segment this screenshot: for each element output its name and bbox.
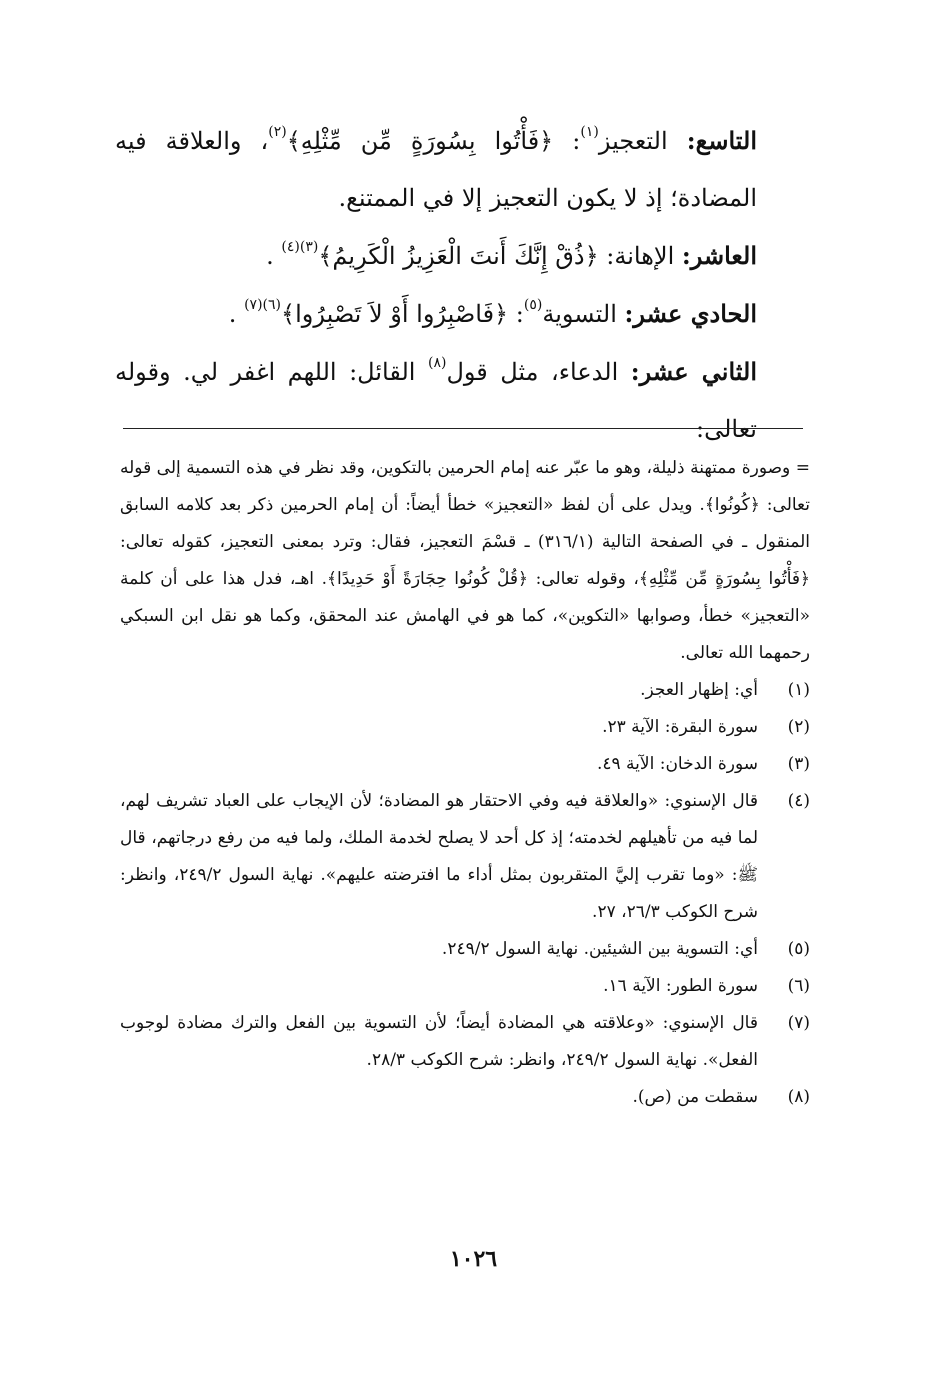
footnote-text: قال الإسنوي: «وعلاقته هي المضادة أيضاً؛ لأن التسوية بين الفعل والترك مضادة لوجوب الفعل». نهاية السول ٢٤٩/٢، وانظر: شرح الكوكب ٢٨/٣. xyxy=(120,1013,758,1070)
heading-twelfth: الثاني عشر: xyxy=(630,357,757,386)
footnote-number: (٤) xyxy=(787,791,810,811)
page-number: ١٠٢٦ xyxy=(449,1246,498,1272)
period: . xyxy=(266,242,274,270)
paragraph-text: القائل: اللهم اغفر لي. وقوله تعالى: xyxy=(115,358,757,443)
footnote-number: (١) xyxy=(787,680,810,700)
footnote-number: (٨) xyxy=(787,1087,810,1107)
footnote-text: سورة الدخان: الآية ٤٩. xyxy=(596,754,758,774)
paragraph-text: ، والعلاقة فيه المضادة؛ إذ لا يكون التعجيز إلا في الممتنع. xyxy=(115,127,757,212)
footnote-item xyxy=(120,931,810,968)
footnote-ref-8[interactable]: (٨) xyxy=(427,355,447,371)
footnote-number: (٥) xyxy=(787,939,810,959)
footnote-text: أي: إظهار العجز. xyxy=(640,680,758,700)
paragraph-twelfth xyxy=(115,343,805,458)
paragraph-ninth xyxy=(115,112,805,227)
quran-verse: ﴿فَاصْبِرُوا أَوْ لاَ تَصْبِرُوا﴾ xyxy=(281,300,509,328)
paragraph-text: الدعاء، مثل قول xyxy=(446,358,619,386)
quran-verse: ﴿ذُقْ إِنَّكَ أَنتَ الْعَزِيزُ الْكَرِيمُ﴾ xyxy=(318,242,599,270)
footnotes xyxy=(120,450,810,1116)
colon: : xyxy=(515,300,524,328)
footnote-item xyxy=(120,709,810,746)
footnote-number: (٣) xyxy=(787,754,810,774)
footnote-item xyxy=(120,672,810,709)
paragraph-tenth xyxy=(115,227,805,285)
footnote-text: أي: التسوية بين الشيئين. نهاية السول ٢٤٩/٢. xyxy=(441,939,758,959)
heading-tenth: العاشر: xyxy=(681,241,757,270)
footnote-ref-1[interactable]: (١) xyxy=(580,124,599,140)
footnote-item xyxy=(120,968,810,1005)
footnote-ref-2[interactable]: (٢) xyxy=(268,124,287,140)
footnote-text: قال الإسنوي: «والعلاقة فيه وفي الاحتقار هو المضادة؛ لأن الإيجاب على العباد تشريف لهم، لما فيه من تأهيلهم لخدمته؛ إذ كل أحد لا يصلح لخدمة الملك، ولما فيه من رفع درجاتهم، قال ﷺ: «وما تقرب إليَّ المتقربون بمثل أداء ما افترضته عليهم». نهاية السول ٢٤٩/٢، وانظر: شرح الكوكب ٢٦/٣، ٢٧. xyxy=(120,791,758,922)
quran-verse: ﴿فَأْتُوا بِسُورَةٍ مِّن مِّثْلِهِ﴾ xyxy=(286,127,554,155)
footnote-text: سورة الطور: الآية ١٦. xyxy=(603,976,758,996)
footnote-ref-6-7[interactable]: (٦)(٧) xyxy=(244,297,282,313)
footnote-number: (٦) xyxy=(787,976,810,996)
period: . xyxy=(228,300,237,328)
footnote-item xyxy=(120,1079,810,1116)
term-ihana: الإهانة: xyxy=(606,242,675,270)
footnote-ref-5[interactable]: (٥) xyxy=(523,297,543,313)
footnote-ref-3-4[interactable]: (٣)(٤) xyxy=(281,239,319,255)
footnote-item xyxy=(120,783,810,931)
term-ta3jeez: التعجيز xyxy=(598,127,668,155)
footnote-text: سورة البقرة: الآية ٢٣. xyxy=(602,717,758,737)
footnote-separator xyxy=(123,428,803,429)
heading-ninth: التاسع: xyxy=(686,126,757,155)
paragraph-eleventh xyxy=(115,285,805,343)
heading-eleventh: الحادي عشر: xyxy=(624,299,757,328)
footnote-item xyxy=(120,1005,810,1079)
colon: : xyxy=(572,127,581,155)
footnote-continuation: = وصورة ممتهنة ذليلة، وهو ما عبّر عنه إمام الحرمين بالتكوين، وقد نظر في هذه التسمية إلى قوله تعالى: ﴿كُونُوا﴾. ويدل على أن لفظ «التعجيز» خطأ أيضاً: أن إمام الحرمين ذكر بعد كلامه السابق المنقول ـ في الصفحة التالية (٣١٦/١) ـ قسْمَ التعجيز، فقال: وترد بمعنى التعجيز، كقوله تعالى: ﴿فَأْتُوا بِسُورَةٍ مِّن مِّثْلِهِ﴾، وقوله تعالى: ﴿قُلْ كُونُوا حِجَارَةً أَوْ حَدِيدًا﴾. اهـ، فدل هذا على أن كلمة «التعجيز» خطأ، وصوابها «التكوين»، كما هو في الهامش عند المحقق، وكما هو نقل ابن السبكي رحمهما الله تعالى. xyxy=(120,458,811,663)
footnote-number: (٧) xyxy=(787,1013,810,1033)
footnote-item xyxy=(120,746,810,783)
footnote-text: سقطت من (ص). xyxy=(632,1087,758,1107)
term-taswiya: التسوية xyxy=(542,300,617,328)
footnote-number: (٢) xyxy=(787,717,810,737)
main-text xyxy=(115,112,805,458)
